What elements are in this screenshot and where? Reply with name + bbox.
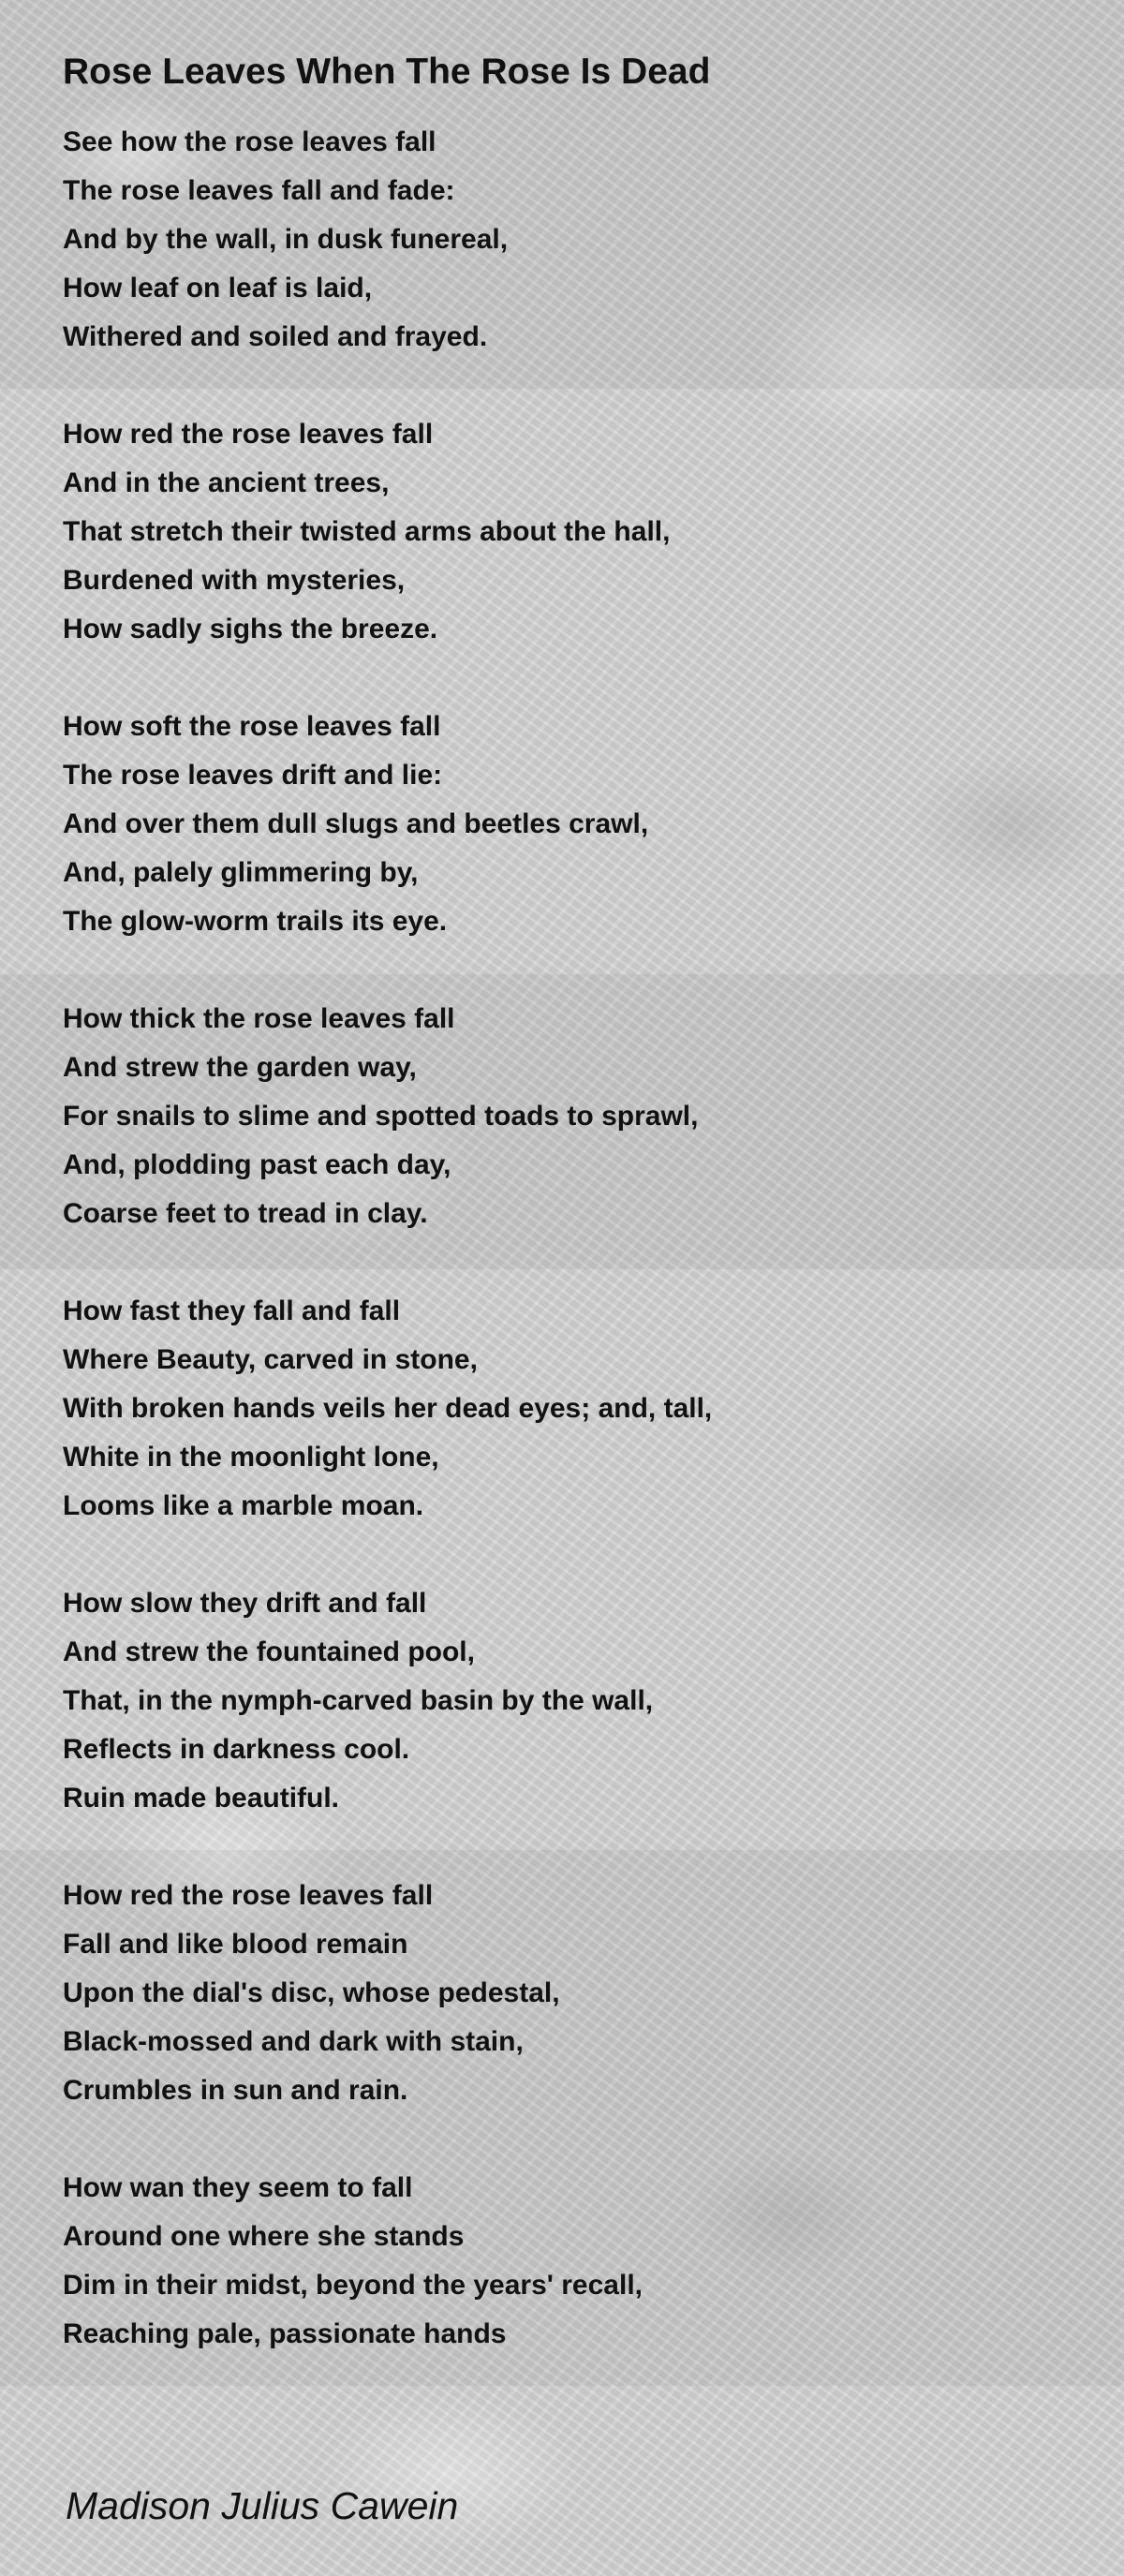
poem-container [63, 47, 1074, 2407]
stanza [63, 2164, 1074, 2359]
poem-line: Ruin made beautiful. [63, 1783, 340, 1814]
poem-line: That stretch their twisted arms about the hall, [63, 516, 671, 547]
poem-line: How fast they fall and fall [63, 1295, 401, 1326]
poem-line: Coarse feet to tread in clay. [63, 1198, 428, 1229]
poem-author: Madison Julius Cawein [66, 2484, 459, 2527]
poem-line: How red the rose leaves fall [63, 419, 434, 450]
poem-line: Black-mossed and dark with stain, [63, 2026, 524, 2057]
stanza [63, 1872, 1074, 2115]
poem-line: And by the wall, in dusk funereal, [63, 224, 509, 255]
poem-line: The rose leaves fall and fade: [63, 175, 455, 206]
poem-line: Withered and soiled and frayed. [63, 321, 488, 352]
poem-line: And strew the garden way, [63, 1052, 417, 1083]
poem-line: And, plodding past each day, [63, 1149, 451, 1180]
poem-line: Upon the dial's disc, whose pedestal, [63, 1977, 560, 2008]
poem-line: For snails to slime and spotted toads to sprawl, [63, 1101, 699, 1132]
stanza [63, 118, 1074, 362]
poem-body [63, 118, 1074, 2359]
poem-line: How leaf on leaf is laid, [63, 273, 373, 303]
poem-line: How red the rose leaves fall [63, 1880, 434, 1911]
poem-line: White in the moonlight lone, [63, 1442, 439, 1473]
stanza [63, 410, 1074, 654]
poem-line: How thick the rose leaves fall [63, 1003, 455, 1034]
poem-line: And in the ancient trees, [63, 467, 390, 498]
poem-line: How soft the rose leaves fall [63, 711, 441, 742]
poem-line: Looms like a marble moan. [63, 1490, 424, 1521]
poem-line: How sadly sighs the breeze. [63, 614, 438, 644]
poem-line: Burdened with mysteries, [63, 565, 406, 596]
poem-line: And strew the fountained pool, [63, 1636, 475, 1667]
poem-line: And over them dull slugs and beetles crawl, [63, 808, 649, 839]
poem-line: And, palely glimmering by, [63, 857, 419, 888]
poem-line: With broken hands veils her dead eyes; and, tall, [63, 1393, 713, 1424]
poem-line: See how the rose leaves fall [63, 126, 436, 157]
poem-line: Around one where she stands [63, 2221, 465, 2252]
poem-line: How slow they drift and fall [63, 1588, 427, 1619]
poem-line: The glow-worm trails its eye. [63, 906, 448, 937]
poem-line: Fall and like blood remain [63, 1929, 408, 1960]
poem-line: Dim in their midst, beyond the years' recall, [63, 2270, 643, 2301]
poem-line: The rose leaves drift and lie: [63, 760, 443, 791]
stanza [63, 1287, 1074, 1531]
stanza [63, 995, 1074, 1238]
poem-line: How wan they seem to fall [63, 2172, 413, 2203]
stanza [63, 1579, 1074, 1823]
poem-title: Rose Leaves When The Rose Is Dead [63, 52, 711, 92]
poem-line: Reflects in darkness cool. [63, 1734, 410, 1765]
poem-line: Reaching pale, passionate hands [63, 2318, 507, 2349]
poem-line: Where Beauty, carved in stone, [63, 1344, 478, 1375]
poem-line: That, in the nymph-carved basin by the wall, [63, 1685, 654, 1716]
stanza [63, 703, 1074, 946]
poem-line: Crumbles in sun and rain. [63, 2075, 408, 2106]
